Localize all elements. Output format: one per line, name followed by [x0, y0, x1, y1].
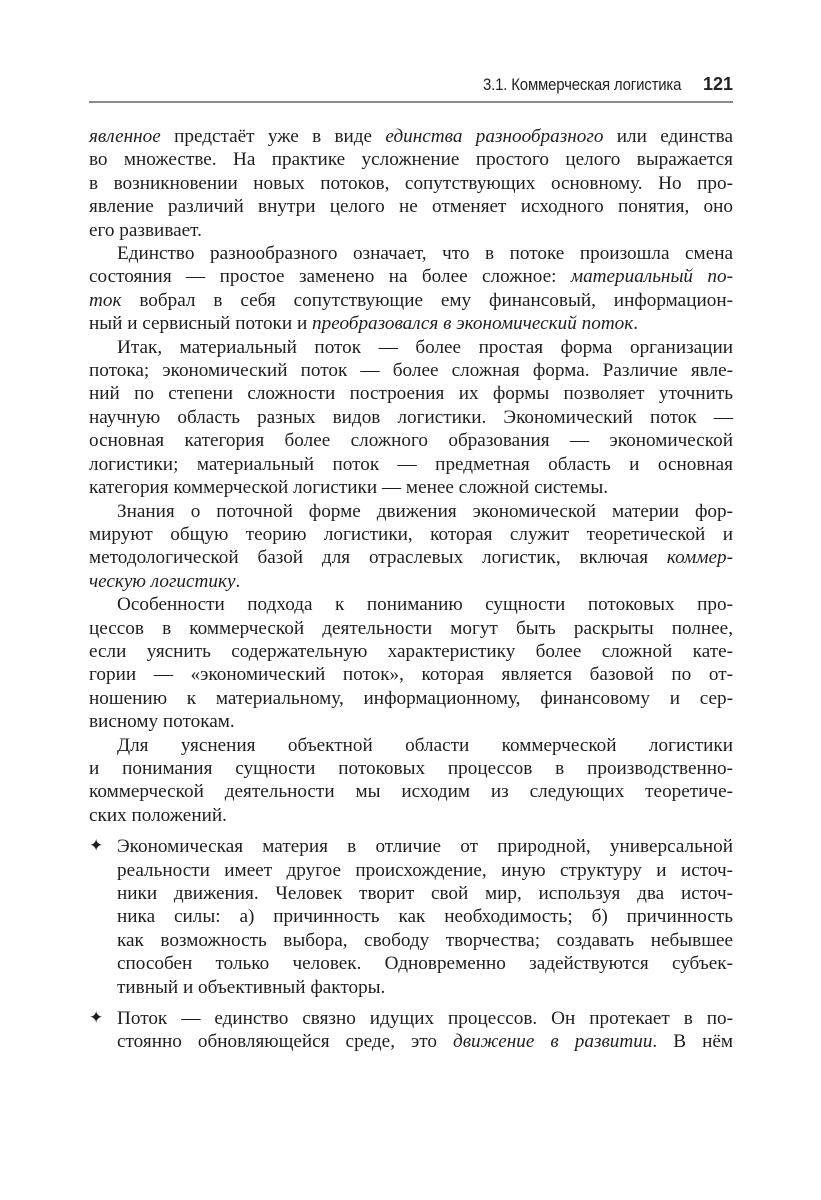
text-span: Итак, материальный поток — более простая форма организации	[117, 336, 733, 358]
text-line	[89, 710, 733, 733]
text-span: гории — «экономический поток», которая является базовой по от-	[89, 664, 733, 686]
text-line	[89, 663, 733, 686]
text-line	[117, 882, 733, 905]
text-line	[89, 593, 733, 616]
paragraph	[89, 500, 733, 594]
text-line	[89, 336, 733, 359]
text-span: методологической базой для отраслевых логистик, включая	[89, 547, 667, 569]
text-span: . В нём	[652, 1031, 733, 1053]
text-span: его развивает.	[89, 219, 202, 241]
text-span: явление различий внутри целого не отменяет исходного понятия, оно	[89, 196, 733, 218]
italic-span: материальный по-	[570, 266, 733, 288]
italic-span: преобразовался в экономический поток	[312, 313, 634, 335]
text-span: ный и сервисный потоки и	[89, 313, 313, 335]
running-header	[456, 74, 733, 98]
body-text	[89, 125, 733, 1062]
text-span: ний по степени сложности построения их формы позволяет уточнить	[89, 383, 733, 405]
paragraph	[89, 336, 733, 500]
text-line	[89, 570, 733, 593]
italic-span: ток	[89, 289, 122, 311]
italic-span: коммер-	[666, 547, 733, 569]
text-line	[89, 289, 733, 312]
star-bullet-icon: ✦	[89, 1008, 104, 1029]
text-span: ника силы: а) причинность как необходимость; б) причинность	[117, 906, 733, 928]
text-line	[89, 406, 733, 429]
text-span: потока; экономический поток — более сложная форма. Различие явле-	[89, 360, 733, 382]
text-line	[89, 546, 733, 569]
text-span: коммерческой деятельности мы исходим из следующих теоретиче-	[89, 781, 733, 803]
text-span: логистики; материальный поток — предметная область и основная	[89, 453, 733, 475]
paragraphs	[89, 125, 733, 827]
text-span: цессов в коммерческой деятельности могут быть раскрыты полнее,	[89, 617, 733, 639]
text-line	[89, 640, 733, 663]
text-span: мируют общую теорию логистики, которая служит теоретической и	[89, 523, 733, 545]
text-span: и понимания сущности потоковых процессов в производственно-	[89, 757, 733, 779]
text-span: стоянно обновляющейся среде, это	[117, 1031, 454, 1053]
text-line	[89, 757, 733, 780]
text-line	[89, 617, 733, 640]
text-span: как возможность выбора, свободу творчества; создавать небывшее	[117, 929, 733, 951]
bullet-item	[89, 1007, 733, 1054]
text-span: состояния — простое заменено на более сложное:	[89, 266, 571, 288]
text-span: ношению к материальному, информационному, финансовому и сер-	[89, 687, 733, 709]
text-line	[89, 172, 733, 195]
text-line	[89, 500, 733, 523]
text-span: .	[235, 570, 241, 592]
text-line	[89, 219, 733, 242]
text-span: ники движения. Человек творит свой мир, используя два источ-	[117, 883, 733, 904]
paragraph	[89, 125, 733, 242]
text-span: .	[633, 313, 639, 335]
text-span: способен только человек. Одновременно задействуются субъек-	[117, 953, 733, 975]
text-span: тивный и объективный факторы.	[117, 976, 386, 998]
text-line	[89, 148, 733, 171]
text-span: Для уяснения объектной области коммерческой логистики	[117, 734, 733, 756]
italic-span: явленное	[89, 126, 161, 147]
text-line	[117, 905, 733, 928]
text-line	[117, 1007, 733, 1030]
text-span: Знания о поточной форме движения экономической материи фор-	[117, 500, 733, 522]
page-number: 121	[702, 74, 733, 94]
text-line	[117, 1030, 733, 1053]
text-line	[117, 929, 733, 952]
text-line	[89, 312, 733, 335]
text-line	[89, 523, 733, 546]
text-line	[117, 952, 733, 975]
text-span: в возникновении новых потоков, сопутствующих основному. Но про-	[89, 172, 733, 194]
section-title: 3.1. Коммерческая логистика	[482, 75, 681, 94]
text-span: ских положений.	[89, 804, 227, 826]
text-line	[89, 734, 733, 757]
text-span: или единства	[603, 126, 733, 147]
text-line	[117, 976, 733, 999]
text-line	[89, 453, 733, 476]
italic-span: единства разнообразного	[385, 126, 604, 147]
text-span: Единство разнообразного означает, что в потоке произошла смена	[117, 243, 733, 265]
bullet-item	[89, 835, 733, 999]
text-line	[89, 125, 733, 148]
bullet-list	[89, 835, 733, 1054]
text-line	[89, 780, 733, 803]
text-line	[89, 687, 733, 710]
text-span: если уяснить содержательную характеристику более сложной кате-	[89, 640, 733, 662]
text-span: предстаёт уже в виде	[160, 126, 386, 147]
text-span: Особенности подхода к пониманию сущности потоковых про-	[117, 594, 733, 616]
paragraph	[89, 242, 733, 336]
text-line	[89, 476, 733, 499]
text-span: вобрал в себя сопутствующие ему финансовый, информацион-	[121, 289, 733, 311]
text-line	[89, 804, 733, 827]
text-span: научную область разных видов логистики. Экономический поток —	[89, 406, 733, 428]
text-line	[117, 859, 733, 882]
text-span: основная категория более сложного образования — экономической	[89, 430, 733, 452]
paragraph	[89, 593, 733, 733]
star-bullet-icon: ✦	[89, 836, 104, 857]
text-span: реальности имеет другое происхождение, иную структуру и источ-	[117, 859, 733, 881]
text-line	[89, 195, 733, 218]
text-span: висному потокам.	[89, 711, 235, 733]
text-span: Поток — единство связно идущих процессов. Он протекает в по-	[117, 1008, 733, 1030]
italic-span: движение в развитии	[453, 1031, 653, 1053]
paragraph	[89, 734, 733, 828]
text-line	[89, 429, 733, 452]
text-line	[117, 835, 733, 858]
text-line	[89, 382, 733, 405]
text-span: категория коммерческой логистики — менее сложной системы.	[89, 477, 609, 499]
text-line	[89, 359, 733, 382]
header-rule	[89, 101, 733, 103]
text-line	[89, 242, 733, 265]
text-span: во множестве. На практике усложнение простого целого выражается	[89, 149, 733, 171]
italic-span: ческую логистику	[89, 570, 236, 592]
text-span: Экономическая материя в отличие от природной, универсальной	[117, 836, 733, 858]
text-line	[89, 265, 733, 288]
